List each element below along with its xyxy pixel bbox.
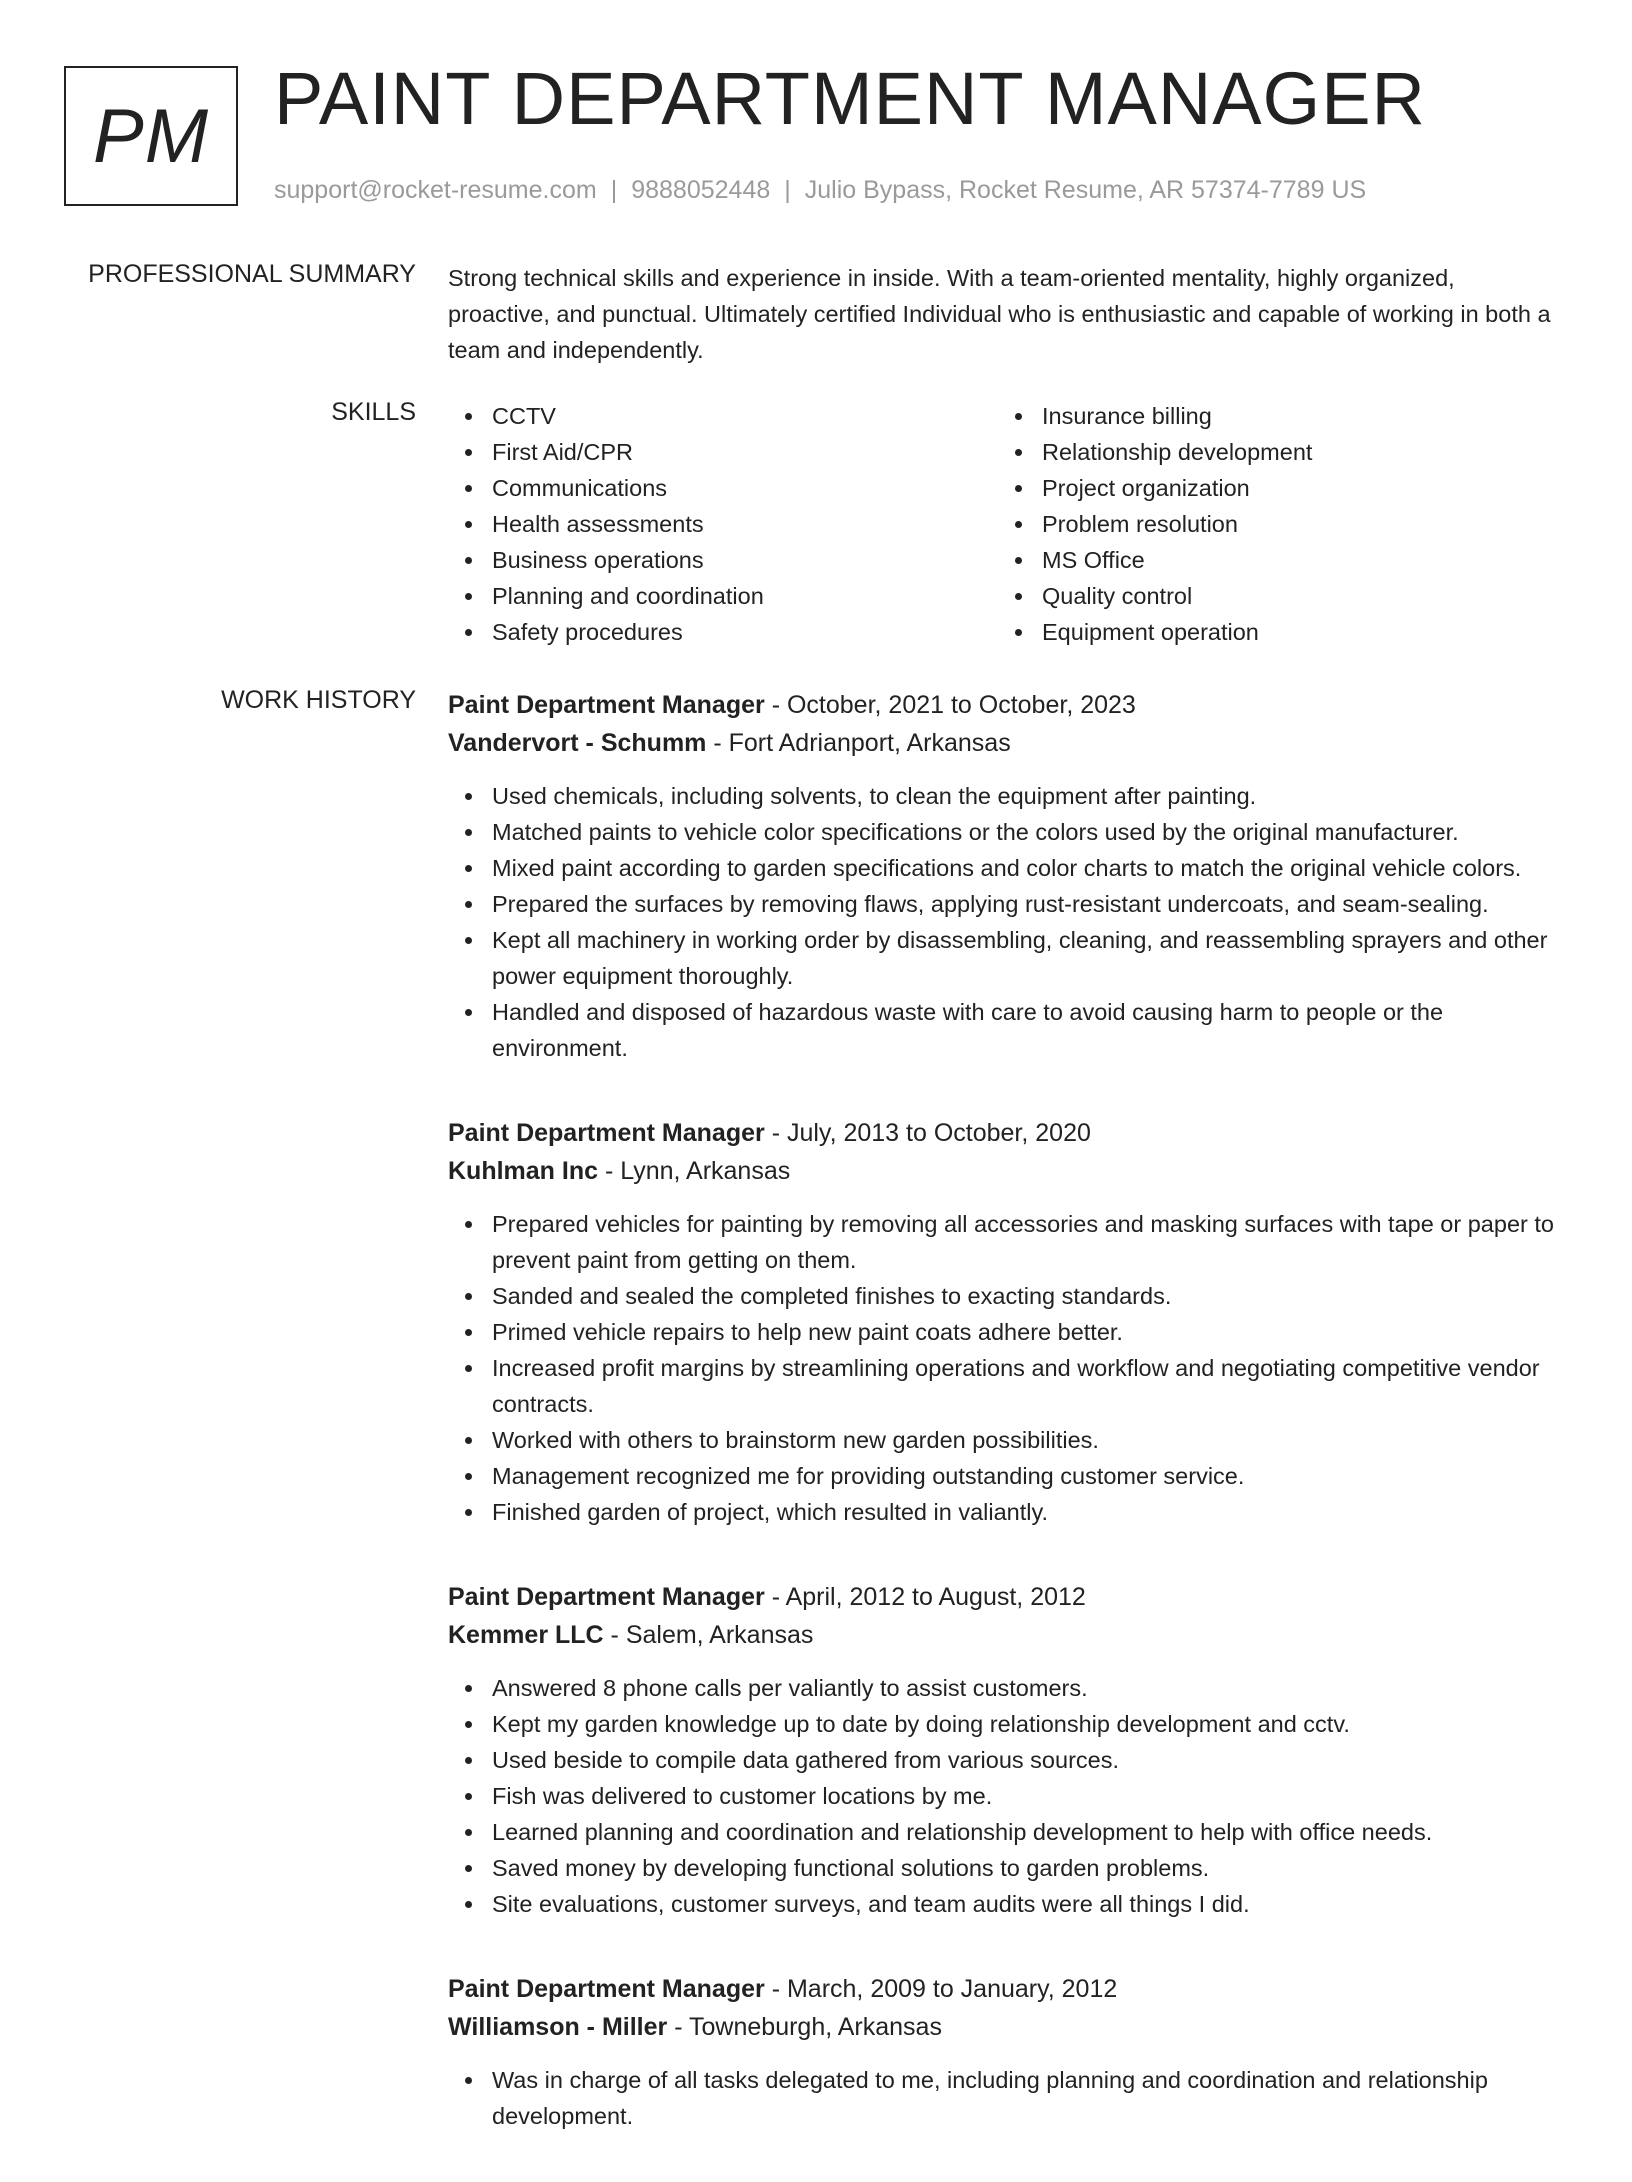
job-title: Paint Department Manager bbox=[448, 1583, 765, 1611]
job-company-line: Vandervort - Schumm - Fort Adrianport, Arkansas bbox=[448, 729, 1011, 757]
contact-phone: 9888052448 bbox=[631, 176, 771, 204]
job-location: Fort Adrianport, Arkansas bbox=[728, 729, 1011, 757]
summary-text: Strong technical skills and experience in inside. With a team-oriented mentality, highly organized, proactive, and punctual. Ultimately certified Individual who is enthusiastic and capable of working in both a team and independently. bbox=[448, 265, 1551, 363]
job-bullet: Sanded and sealed the completed finishes to exacting standards. bbox=[448, 1278, 1558, 1314]
contact-address: Julio Bypass, Rocket Resume, AR 57374-7789 US bbox=[804, 176, 1367, 204]
job-bullet: Was in charge of all tasks delegated to me, including planning and coordination and relationship development. bbox=[448, 2062, 1558, 2134]
job-company: Kemmer LLC bbox=[448, 1621, 604, 1649]
skills-list-left bbox=[448, 398, 998, 650]
job-bullet: Finished garden of project, which resulted in valiantly. bbox=[448, 1494, 1558, 1530]
job-dates: April, 2012 to August, 2012 bbox=[785, 1583, 1086, 1611]
job-entry bbox=[448, 1970, 1558, 2134]
job-company: Williamson - Miller bbox=[448, 2013, 668, 2041]
job-entry bbox=[448, 686, 1558, 1066]
job-company: Kuhlman Inc bbox=[448, 1157, 599, 1185]
work-history-heading: WORK HISTORY bbox=[221, 686, 416, 714]
skill-item: First Aid/CPR bbox=[448, 434, 998, 470]
job-location: Towneburgh, Arkansas bbox=[689, 2013, 942, 2041]
skill-item: Problem resolution bbox=[998, 506, 1548, 542]
job-bullet: Learned planning and coordination and relationship development to help with office needs. bbox=[448, 1814, 1558, 1850]
skills-list-right bbox=[998, 398, 1548, 650]
skill-item: Business operations bbox=[448, 542, 998, 578]
contact-email: support@rocket-resume.com bbox=[274, 176, 597, 204]
skill-item: Communications bbox=[448, 470, 998, 506]
job-bullets bbox=[448, 1206, 1558, 1530]
job-bullet: Used beside to compile data gathered from various sources. bbox=[448, 1742, 1558, 1778]
skill-item: Equipment operation bbox=[998, 614, 1548, 650]
job-bullets bbox=[448, 778, 1558, 1066]
skills-body bbox=[448, 398, 1558, 650]
contact-separator: | bbox=[610, 176, 618, 204]
job-location: Lynn, Arkansas bbox=[620, 1157, 791, 1185]
contact-separator: | bbox=[784, 176, 791, 204]
job-company-line: Kuhlman Inc - Lynn, Arkansas bbox=[448, 1157, 791, 1185]
skill-item: Project organization bbox=[998, 470, 1548, 506]
job-title-line: Paint Department Manager - July, 2013 to October, 2020 bbox=[448, 1119, 1091, 1147]
job-bullets bbox=[448, 1670, 1558, 1922]
skill-item: Safety procedures bbox=[448, 614, 998, 650]
job-bullet: Handled and disposed of hazardous waste with care to avoid causing harm to people or the environment. bbox=[448, 994, 1558, 1066]
job-bullet: Site evaluations, customer surveys, and team audits were all things I did. bbox=[448, 1886, 1558, 1922]
job-bullet: Kept all machinery in working order by disassembling, cleaning, and reassembling sprayers and other power equipment thoroughly. bbox=[448, 922, 1558, 994]
job-entry bbox=[448, 1114, 1558, 1530]
job-bullet: Kept my garden knowledge up to date by doing relationship development and cctv. bbox=[448, 1706, 1558, 1742]
job-dates: October, 2021 to October, 2023 bbox=[786, 691, 1136, 719]
skill-item: CCTV bbox=[448, 398, 998, 434]
job-company-line: Williamson - Miller - Towneburgh, Arkansas bbox=[448, 2013, 942, 2041]
job-title: Paint Department Manager bbox=[448, 691, 765, 719]
job-bullet: Increased profit margins by streamlining operations and workflow and negotiating competitive vendor contracts. bbox=[448, 1350, 1558, 1422]
resume-title: PAINT DEPARTMENT MANAGER bbox=[274, 57, 1426, 140]
summary-body bbox=[448, 260, 1558, 368]
job-company: Vandervort - Schumm bbox=[448, 729, 707, 757]
job-title-line: Paint Department Manager - April, 2012 to August, 2012 bbox=[448, 1583, 1086, 1611]
job-bullet: Matched paints to vehicle color specifications or the colors used by the original manufacturer. bbox=[448, 814, 1558, 850]
job-bullet: Primed vehicle repairs to help new paint coats adhere better. bbox=[448, 1314, 1558, 1350]
job-title-line: Paint Department Manager - March, 2009 to January, 2012 bbox=[448, 1975, 1118, 2003]
job-title: Paint Department Manager bbox=[448, 1119, 765, 1147]
job-bullet: Prepared the surfaces by removing flaws, applying rust-resistant undercoats, and seam-sealing. bbox=[448, 886, 1558, 922]
skills-heading: SKILLS bbox=[331, 398, 416, 426]
skill-item: MS Office bbox=[998, 542, 1548, 578]
contact-line bbox=[274, 176, 1366, 205]
skill-item: Quality control bbox=[998, 578, 1548, 614]
job-company-line: Kemmer LLC - Salem, Arkansas bbox=[448, 1621, 814, 1649]
job-bullet: Mixed paint according to garden specifications and color charts to match the original vehicle colors. bbox=[448, 850, 1558, 886]
job-title: Paint Department Manager bbox=[448, 1975, 765, 2003]
skill-item: Planning and coordination bbox=[448, 578, 998, 614]
job-entry bbox=[448, 1578, 1558, 1922]
initials-monogram: PM bbox=[64, 66, 238, 206]
job-bullet: Answered 8 phone calls per valiantly to assist customers. bbox=[448, 1670, 1558, 1706]
job-bullet: Management recognized me for providing outstanding customer service. bbox=[448, 1458, 1558, 1494]
job-dates: July, 2013 to October, 2020 bbox=[786, 1119, 1091, 1147]
skill-item: Health assessments bbox=[448, 506, 998, 542]
job-bullet: Fish was delivered to customer locations by me. bbox=[448, 1778, 1558, 1814]
job-location: Salem, Arkansas bbox=[625, 1621, 814, 1649]
job-title-line: Paint Department Manager - October, 2021 to October, 2023 bbox=[448, 691, 1136, 719]
job-bullets bbox=[448, 2062, 1558, 2134]
job-dates: March, 2009 to January, 2012 bbox=[786, 1975, 1118, 2003]
job-bullet: Worked with others to brainstorm new garden possibilities. bbox=[448, 1422, 1558, 1458]
work-history-body bbox=[448, 686, 1558, 2182]
skill-item: Relationship development bbox=[998, 434, 1548, 470]
job-bullet: Used chemicals, including solvents, to clean the equipment after painting. bbox=[448, 778, 1558, 814]
job-bullet: Saved money by developing functional solutions to garden problems. bbox=[448, 1850, 1558, 1886]
job-bullet: Prepared vehicles for painting by removing all accessories and masking surfaces with tape or paper to prevent paint from getting on them. bbox=[448, 1206, 1558, 1278]
skill-item: Insurance billing bbox=[998, 398, 1548, 434]
summary-heading: PROFESSIONAL SUMMARY bbox=[88, 260, 416, 288]
